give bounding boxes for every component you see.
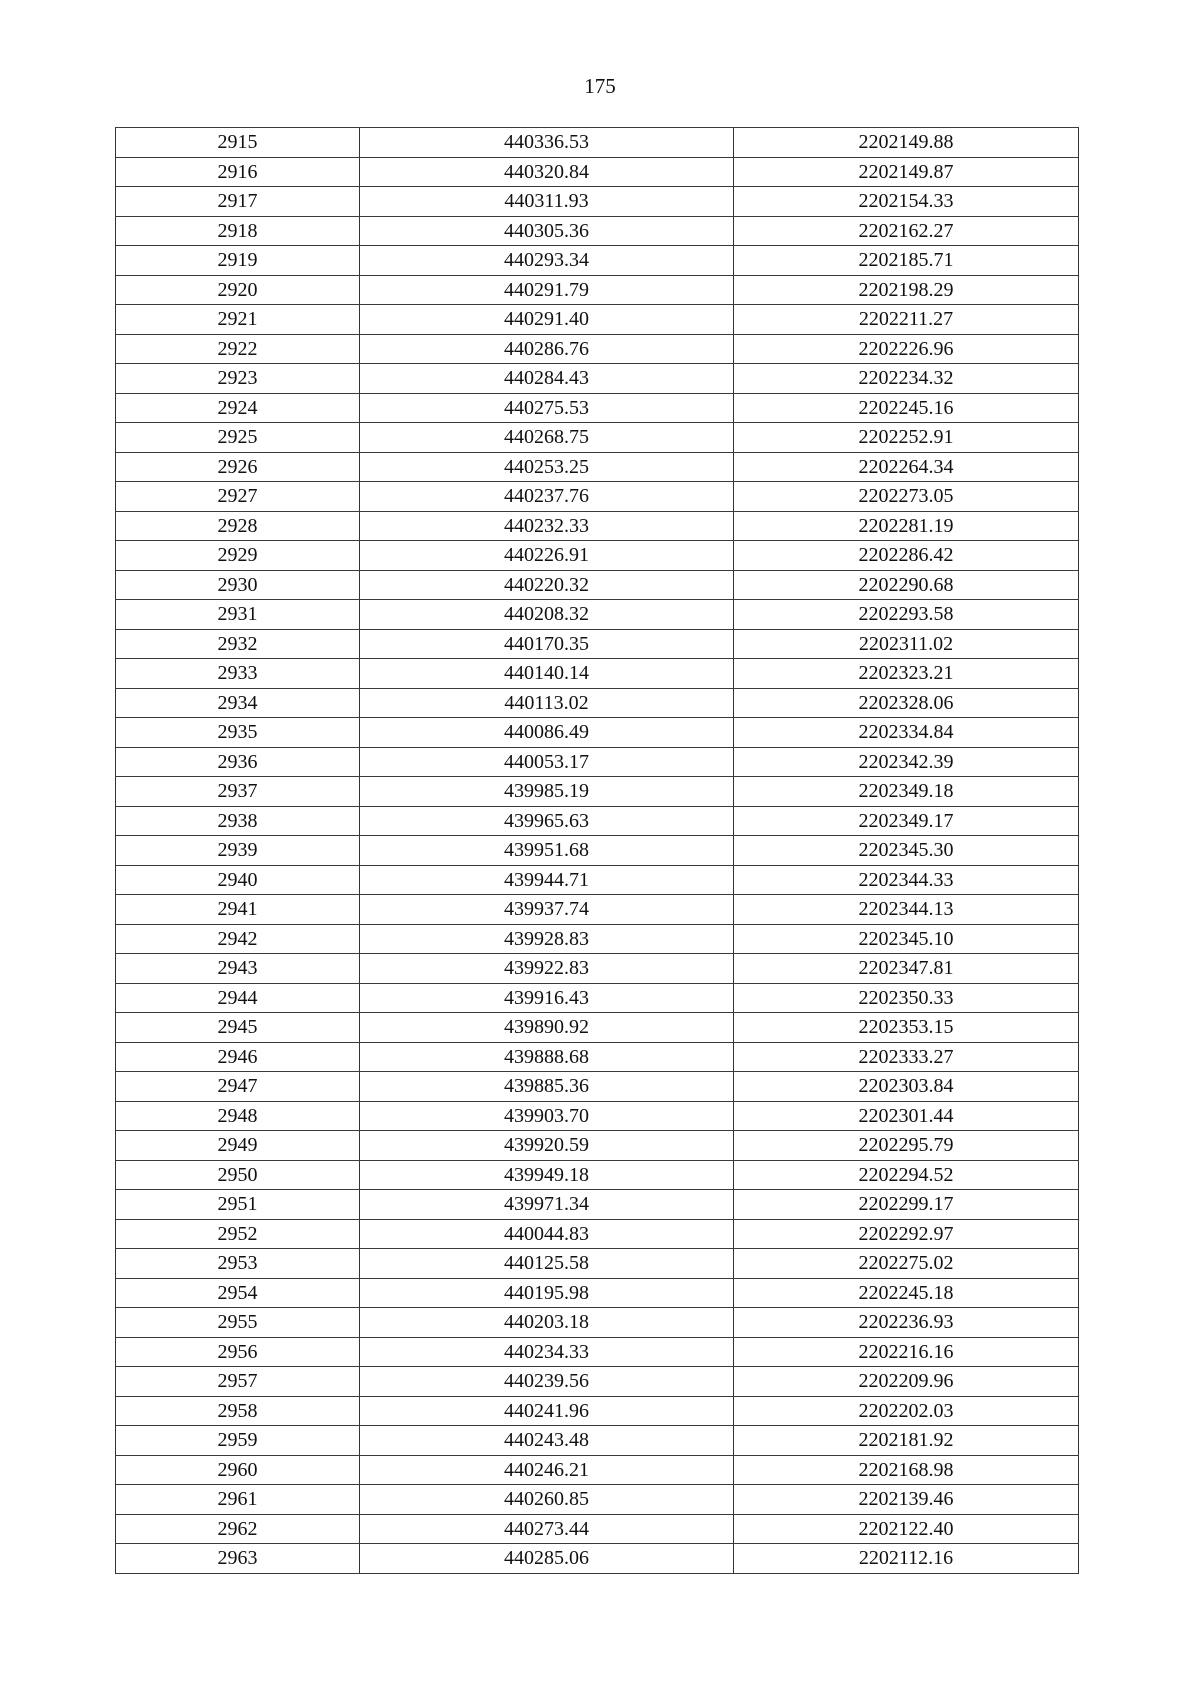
x-coordinate-cell: 440286.76	[360, 334, 734, 364]
x-coordinate-cell: 440291.40	[360, 305, 734, 335]
point-number-cell: 2930	[116, 570, 360, 600]
table-row	[116, 157, 1079, 187]
y-coordinate-cell: 2202198.29	[734, 275, 1079, 305]
x-coordinate-cell: 440241.96	[360, 1396, 734, 1426]
x-coordinate-cell: 439920.59	[360, 1131, 734, 1161]
y-coordinate-cell: 2202264.34	[734, 452, 1079, 482]
y-coordinate-cell: 2202345.10	[734, 924, 1079, 954]
y-coordinate-cell: 2202349.17	[734, 806, 1079, 836]
x-coordinate-cell: 440086.49	[360, 718, 734, 748]
y-coordinate-cell: 2202112.16	[734, 1544, 1079, 1574]
x-coordinate-cell: 440239.56	[360, 1367, 734, 1397]
table-row	[116, 924, 1079, 954]
y-coordinate-cell: 2202301.44	[734, 1101, 1079, 1131]
point-number-cell: 2955	[116, 1308, 360, 1338]
x-coordinate-cell: 440170.35	[360, 629, 734, 659]
x-coordinate-cell: 440336.53	[360, 128, 734, 158]
table-row	[116, 1514, 1079, 1544]
table-row	[116, 629, 1079, 659]
point-number-cell: 2935	[116, 718, 360, 748]
y-coordinate-cell: 2202236.93	[734, 1308, 1079, 1338]
x-coordinate-cell: 440253.25	[360, 452, 734, 482]
x-coordinate-cell: 440053.17	[360, 747, 734, 777]
table-row	[116, 482, 1079, 512]
point-number-cell: 2916	[116, 157, 360, 187]
table-row	[116, 511, 1079, 541]
y-coordinate-cell: 2202353.15	[734, 1013, 1079, 1043]
y-coordinate-cell: 2202303.84	[734, 1072, 1079, 1102]
x-coordinate-cell: 440125.58	[360, 1249, 734, 1279]
x-coordinate-cell: 440284.43	[360, 364, 734, 394]
table-row	[116, 334, 1079, 364]
table-row	[116, 1426, 1079, 1456]
point-number-cell: 2937	[116, 777, 360, 807]
page-number: 175	[584, 74, 616, 98]
y-coordinate-cell: 2202347.81	[734, 954, 1079, 984]
y-coordinate-cell: 2202234.32	[734, 364, 1079, 394]
table-row	[116, 895, 1079, 925]
x-coordinate-cell: 439922.83	[360, 954, 734, 984]
x-coordinate-cell: 440113.02	[360, 688, 734, 718]
x-coordinate-cell: 440140.14	[360, 659, 734, 689]
y-coordinate-cell: 2202202.03	[734, 1396, 1079, 1426]
table-row	[116, 275, 1079, 305]
x-coordinate-cell: 439951.68	[360, 836, 734, 866]
y-coordinate-cell: 2202149.88	[734, 128, 1079, 158]
table-row	[116, 1160, 1079, 1190]
table-row	[116, 423, 1079, 453]
point-number-cell: 2921	[116, 305, 360, 335]
point-number-cell: 2928	[116, 511, 360, 541]
y-coordinate-cell: 2202292.97	[734, 1219, 1079, 1249]
table-row	[116, 718, 1079, 748]
x-coordinate-cell: 440208.32	[360, 600, 734, 630]
point-number-cell: 2958	[116, 1396, 360, 1426]
x-coordinate-cell: 439903.70	[360, 1101, 734, 1131]
table-row	[116, 1367, 1079, 1397]
y-coordinate-cell: 2202342.39	[734, 747, 1079, 777]
point-number-cell: 2919	[116, 246, 360, 276]
table-row	[116, 836, 1079, 866]
point-number-cell: 2923	[116, 364, 360, 394]
table-row	[116, 1042, 1079, 1072]
table-row	[116, 600, 1079, 630]
y-coordinate-cell: 2202273.05	[734, 482, 1079, 512]
x-coordinate-cell: 440220.32	[360, 570, 734, 600]
point-number-cell: 2939	[116, 836, 360, 866]
point-number-cell: 2947	[116, 1072, 360, 1102]
point-number-cell: 2943	[116, 954, 360, 984]
y-coordinate-cell: 2202168.98	[734, 1455, 1079, 1485]
x-coordinate-cell: 440243.48	[360, 1426, 734, 1456]
x-coordinate-cell: 440268.75	[360, 423, 734, 453]
x-coordinate-cell: 439928.83	[360, 924, 734, 954]
y-coordinate-cell: 2202290.68	[734, 570, 1079, 600]
table-row	[116, 216, 1079, 246]
point-number-cell: 2917	[116, 187, 360, 217]
point-number-cell: 2924	[116, 393, 360, 423]
table-row	[116, 187, 1079, 217]
y-coordinate-cell: 2202293.58	[734, 600, 1079, 630]
point-number-cell: 2951	[116, 1190, 360, 1220]
y-coordinate-cell: 2202245.16	[734, 393, 1079, 423]
y-coordinate-cell: 2202154.33	[734, 187, 1079, 217]
table-row	[116, 1249, 1079, 1279]
y-coordinate-cell: 2202185.71	[734, 246, 1079, 276]
y-coordinate-cell: 2202323.21	[734, 659, 1079, 689]
x-coordinate-cell: 440291.79	[360, 275, 734, 305]
y-coordinate-cell: 2202349.18	[734, 777, 1079, 807]
y-coordinate-cell: 2202334.84	[734, 718, 1079, 748]
x-coordinate-cell: 440273.44	[360, 1514, 734, 1544]
x-coordinate-cell: 439949.18	[360, 1160, 734, 1190]
coordinates-table-body	[116, 128, 1079, 1574]
table-row	[116, 570, 1079, 600]
point-number-cell: 2944	[116, 983, 360, 1013]
point-number-cell: 2915	[116, 128, 360, 158]
table-row	[116, 1455, 1079, 1485]
point-number-cell: 2960	[116, 1455, 360, 1485]
table-row	[116, 777, 1079, 807]
y-coordinate-cell: 2202226.96	[734, 334, 1079, 364]
table-row	[116, 1190, 1079, 1220]
table-row	[116, 452, 1079, 482]
point-number-cell: 2957	[116, 1367, 360, 1397]
table-row	[116, 1396, 1079, 1426]
x-coordinate-cell: 440260.85	[360, 1485, 734, 1515]
point-number-cell: 2962	[116, 1514, 360, 1544]
x-coordinate-cell: 439971.34	[360, 1190, 734, 1220]
point-number-cell: 2920	[116, 275, 360, 305]
y-coordinate-cell: 2202149.87	[734, 157, 1079, 187]
point-number-cell: 2950	[116, 1160, 360, 1190]
point-number-cell: 2931	[116, 600, 360, 630]
y-coordinate-cell: 2202344.13	[734, 895, 1079, 925]
point-number-cell: 2925	[116, 423, 360, 453]
point-number-cell: 2948	[116, 1101, 360, 1131]
x-coordinate-cell: 439937.74	[360, 895, 734, 925]
x-coordinate-cell: 440285.06	[360, 1544, 734, 1574]
y-coordinate-cell: 2202294.52	[734, 1160, 1079, 1190]
x-coordinate-cell: 440044.83	[360, 1219, 734, 1249]
table-row	[116, 541, 1079, 571]
table-row	[116, 1544, 1079, 1574]
y-coordinate-cell: 2202333.27	[734, 1042, 1079, 1072]
table-row	[116, 1013, 1079, 1043]
x-coordinate-cell: 440320.84	[360, 157, 734, 187]
x-coordinate-cell: 440237.76	[360, 482, 734, 512]
table-row	[116, 128, 1079, 158]
y-coordinate-cell: 2202350.33	[734, 983, 1079, 1013]
table-row	[116, 865, 1079, 895]
point-number-cell: 2954	[116, 1278, 360, 1308]
x-coordinate-cell: 440234.33	[360, 1337, 734, 1367]
point-number-cell: 2922	[116, 334, 360, 364]
y-coordinate-cell: 2202311.02	[734, 629, 1079, 659]
table-row	[116, 1308, 1079, 1338]
table-row	[116, 659, 1079, 689]
point-number-cell: 2934	[116, 688, 360, 718]
point-number-cell: 2932	[116, 629, 360, 659]
table-row	[116, 364, 1079, 394]
table-row	[116, 806, 1079, 836]
x-coordinate-cell: 439888.68	[360, 1042, 734, 1072]
y-coordinate-cell: 2202122.40	[734, 1514, 1079, 1544]
y-coordinate-cell: 2202209.96	[734, 1367, 1079, 1397]
y-coordinate-cell: 2202252.91	[734, 423, 1079, 453]
x-coordinate-cell: 440275.53	[360, 393, 734, 423]
point-number-cell: 2952	[116, 1219, 360, 1249]
table-row	[116, 747, 1079, 777]
table-row	[116, 983, 1079, 1013]
point-number-cell: 2918	[116, 216, 360, 246]
table-row	[116, 688, 1079, 718]
y-coordinate-cell: 2202211.27	[734, 305, 1079, 335]
y-coordinate-cell: 2202245.18	[734, 1278, 1079, 1308]
table-row	[116, 1072, 1079, 1102]
y-coordinate-cell: 2202162.27	[734, 216, 1079, 246]
table-row	[116, 305, 1079, 335]
point-number-cell: 2946	[116, 1042, 360, 1072]
table-row	[116, 1485, 1079, 1515]
y-coordinate-cell: 2202281.19	[734, 511, 1079, 541]
coordinates-table	[115, 127, 1079, 1574]
x-coordinate-cell: 440232.33	[360, 511, 734, 541]
y-coordinate-cell: 2202299.17	[734, 1190, 1079, 1220]
x-coordinate-cell: 439944.71	[360, 865, 734, 895]
x-coordinate-cell: 439885.36	[360, 1072, 734, 1102]
x-coordinate-cell: 440311.93	[360, 187, 734, 217]
y-coordinate-cell: 2202139.46	[734, 1485, 1079, 1515]
y-coordinate-cell: 2202328.06	[734, 688, 1079, 718]
table-row	[116, 1101, 1079, 1131]
point-number-cell: 2942	[116, 924, 360, 954]
x-coordinate-cell: 440195.98	[360, 1278, 734, 1308]
x-coordinate-cell: 440305.36	[360, 216, 734, 246]
y-coordinate-cell: 2202275.02	[734, 1249, 1079, 1279]
y-coordinate-cell: 2202181.92	[734, 1426, 1079, 1456]
table-row	[116, 1131, 1079, 1161]
y-coordinate-cell: 2202344.33	[734, 865, 1079, 895]
point-number-cell: 2936	[116, 747, 360, 777]
point-number-cell: 2940	[116, 865, 360, 895]
y-coordinate-cell: 2202295.79	[734, 1131, 1079, 1161]
point-number-cell: 2927	[116, 482, 360, 512]
point-number-cell: 2938	[116, 806, 360, 836]
point-number-cell: 2945	[116, 1013, 360, 1043]
point-number-cell: 2959	[116, 1426, 360, 1456]
x-coordinate-cell: 440293.34	[360, 246, 734, 276]
table-row	[116, 1278, 1079, 1308]
table-row	[116, 1219, 1079, 1249]
x-coordinate-cell: 440246.21	[360, 1455, 734, 1485]
point-number-cell: 2953	[116, 1249, 360, 1279]
point-number-cell: 2956	[116, 1337, 360, 1367]
x-coordinate-cell: 440226.91	[360, 541, 734, 571]
table-row	[116, 393, 1079, 423]
point-number-cell: 2933	[116, 659, 360, 689]
x-coordinate-cell: 439916.43	[360, 983, 734, 1013]
table-row	[116, 954, 1079, 984]
y-coordinate-cell: 2202345.30	[734, 836, 1079, 866]
x-coordinate-cell: 439985.19	[360, 777, 734, 807]
point-number-cell: 2961	[116, 1485, 360, 1515]
x-coordinate-cell: 440203.18	[360, 1308, 734, 1338]
table-row	[116, 1337, 1079, 1367]
y-coordinate-cell: 2202216.16	[734, 1337, 1079, 1367]
point-number-cell: 2941	[116, 895, 360, 925]
table-row	[116, 246, 1079, 276]
point-number-cell: 2963	[116, 1544, 360, 1574]
x-coordinate-cell: 439965.63	[360, 806, 734, 836]
point-number-cell: 2929	[116, 541, 360, 571]
point-number-cell: 2926	[116, 452, 360, 482]
point-number-cell: 2949	[116, 1131, 360, 1161]
x-coordinate-cell: 439890.92	[360, 1013, 734, 1043]
y-coordinate-cell: 2202286.42	[734, 541, 1079, 571]
